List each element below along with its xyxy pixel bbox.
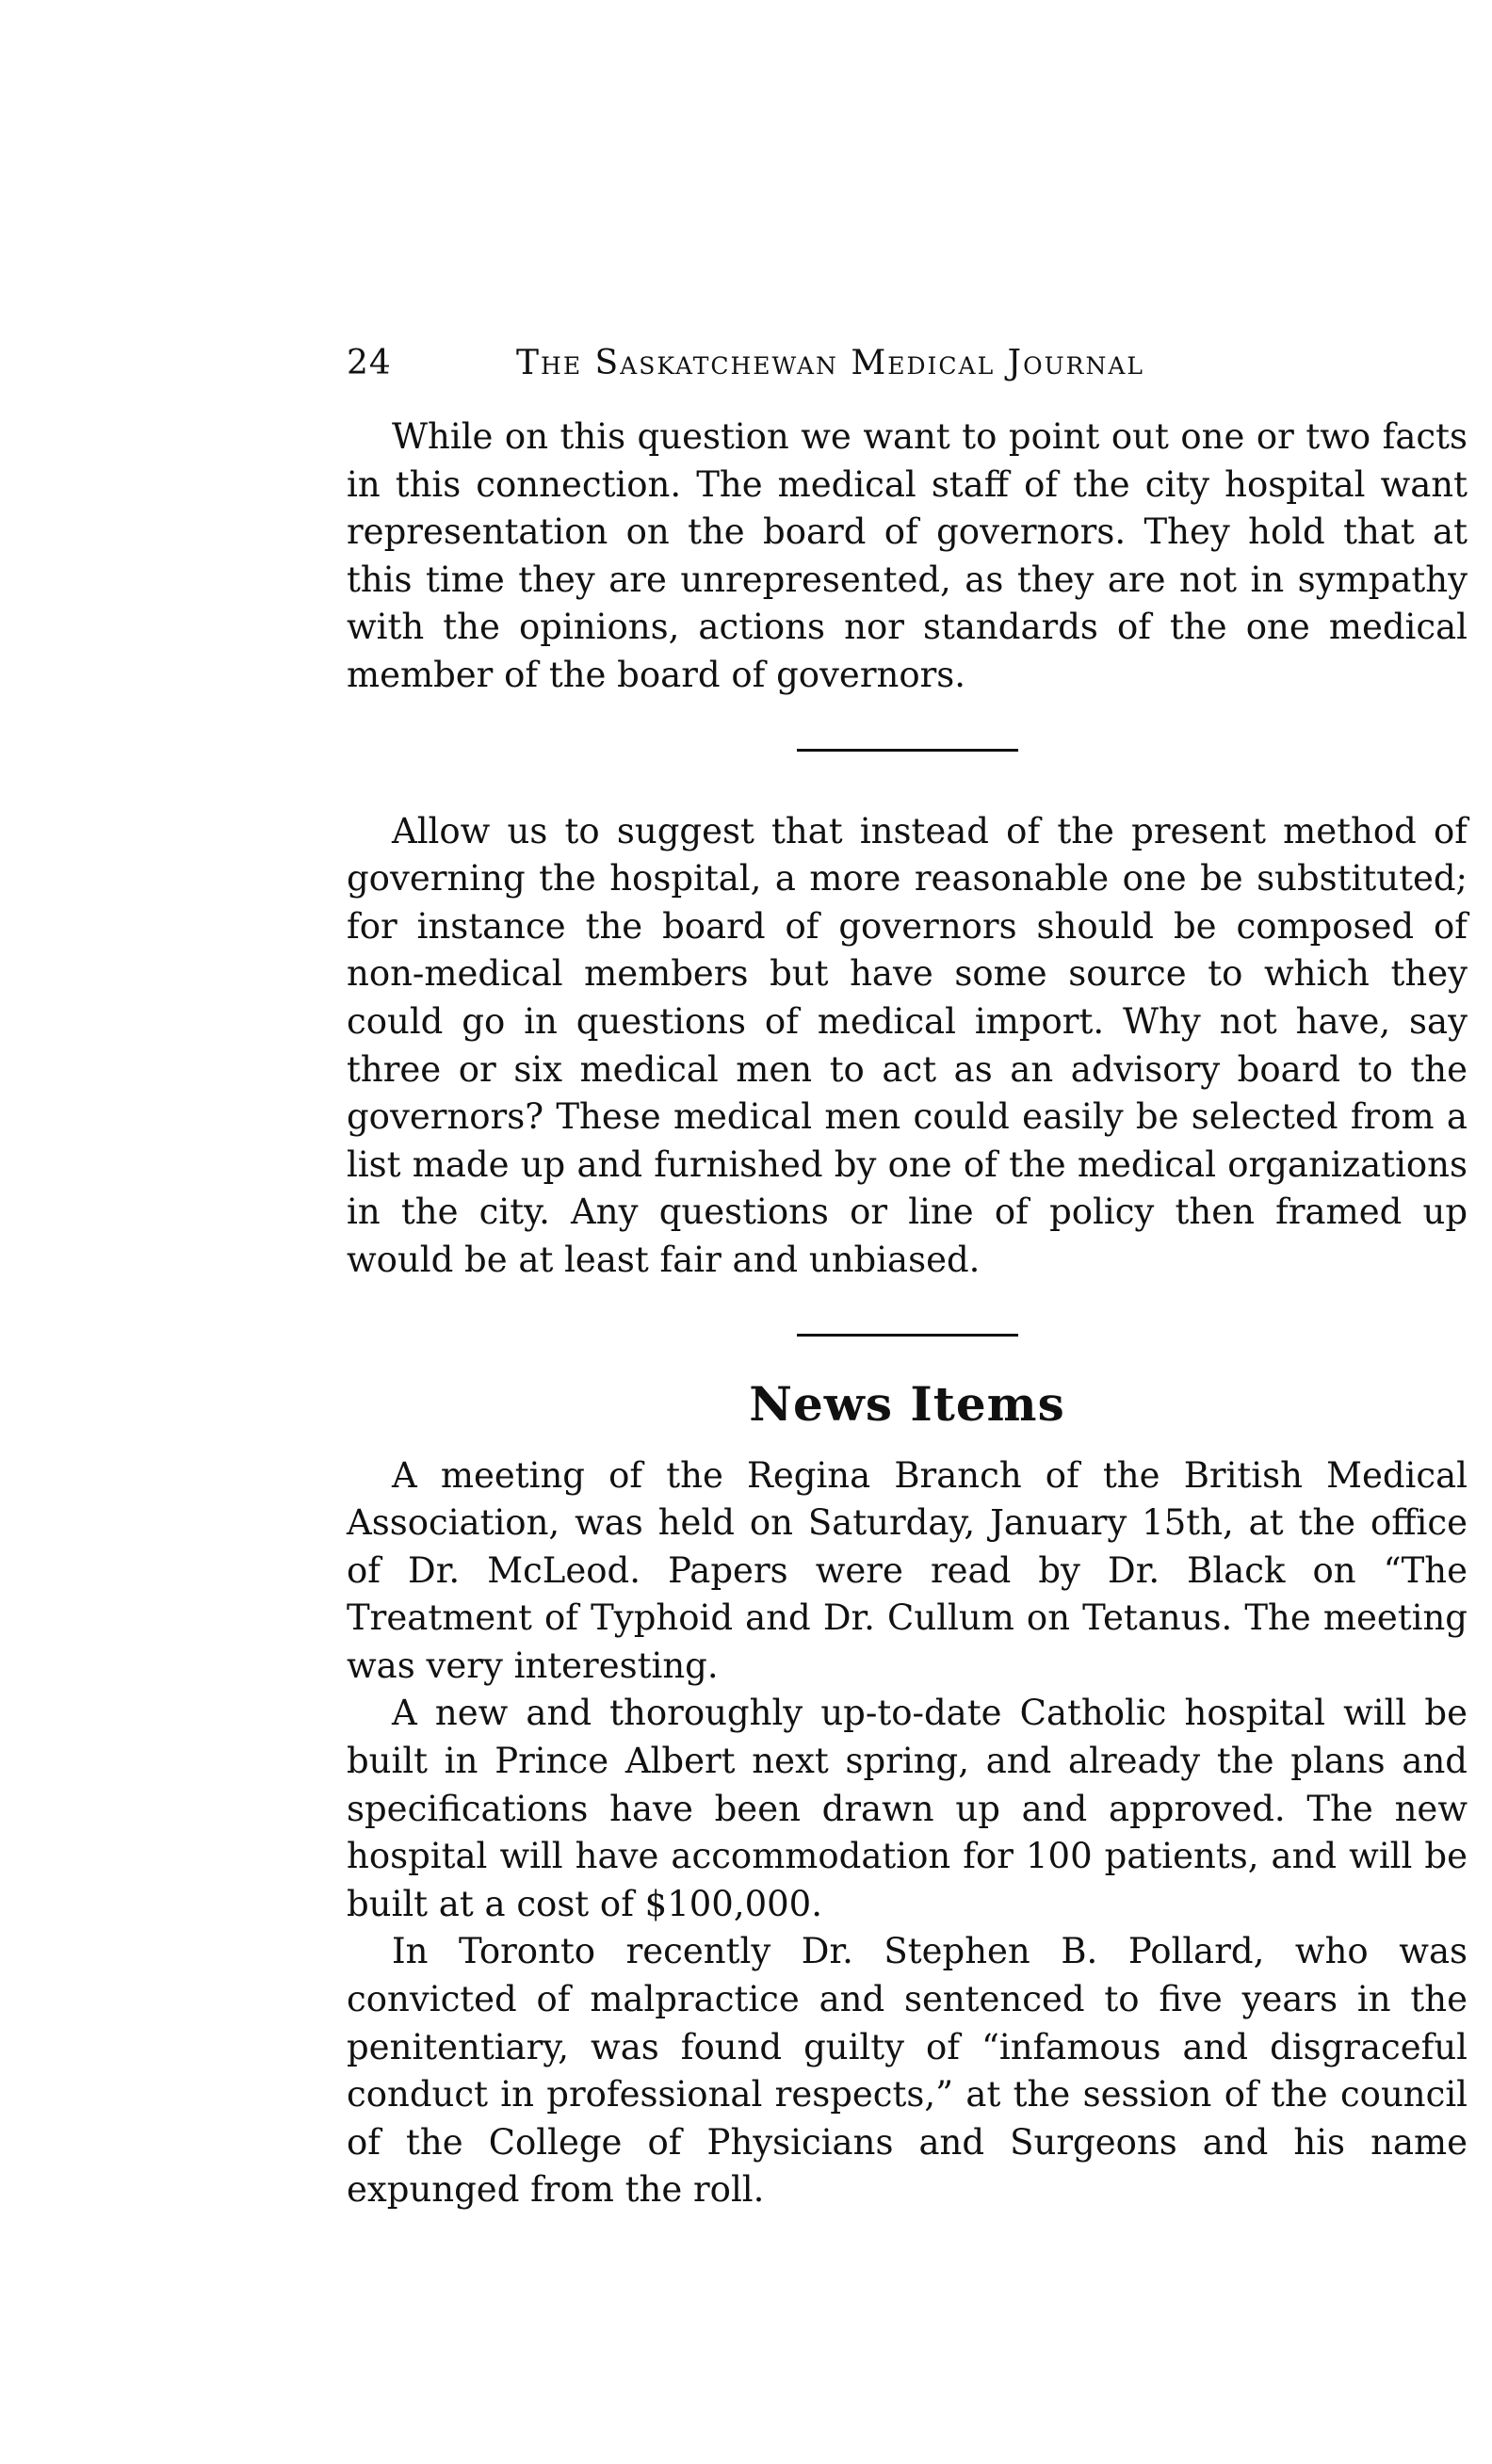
running-header [347,344,1468,400]
news-item: In Toronto recently Dr. Stephen B. Pollard, who was convicted of malpractice and sentenced to five years in the penitentiary, was found guilty of “infamous and disgraceful conduct in professional respects,” at the session of the council of the College of Physicians and Surgeons and his name expunged from the roll. [347,1931,1468,2211]
paragraph-advisory-board: Allow us to suggest that instead of the present method of governing the hospital, a more reasonable one be substituted; for instance the board of governors should be composed of non-medical members but have some source to which they could go in questions of medical import. Why not have, say three or six medical men to act as an advisory board to the governors? These medical men could easily be selected from a list made up and furnished by one of the medical organizations in the city. Any questions or line of policy then framed up would be at least fair and unbiased. [347,810,1468,1280]
news-items-list [347,1452,1468,2215]
page-number: 24 [347,344,392,382]
section-divider [797,1334,1018,1337]
news-items-heading: News Items [749,1375,1065,1432]
journal-title: The Saskatchewan Medical Journal [516,344,1144,382]
news-item: A meeting of the Regina Branch of the British Medical Association, was held on Saturday, January 15th, at the office of Dr. McLeod. Papers were read by Dr. Black on “The Treatment of Typhoid and Dr. Cullum on Tetanus. The meeting was very interesting. [347,1454,1468,1686]
section-divider [797,749,1018,752]
journal-page [347,344,1468,2214]
paragraph-hospital-representation: While on this question we want to point out one or two facts in this connection. The medical staff of the city hospital want representation on the board of governors. They hold that at this time they are unrepresented, as they are not in sympathy with the opinions, actions nor standards of the one medical member of the board of governors. [347,416,1468,695]
news-item: A new and thoroughly up-to-date Catholic hospital will be built in Prince Albert next spring, and already the plans and specifications have been drawn up and approved. The new hospital will have accommodation for 100 patients, and will be built at a cost of $100,000. [347,1693,1468,1924]
